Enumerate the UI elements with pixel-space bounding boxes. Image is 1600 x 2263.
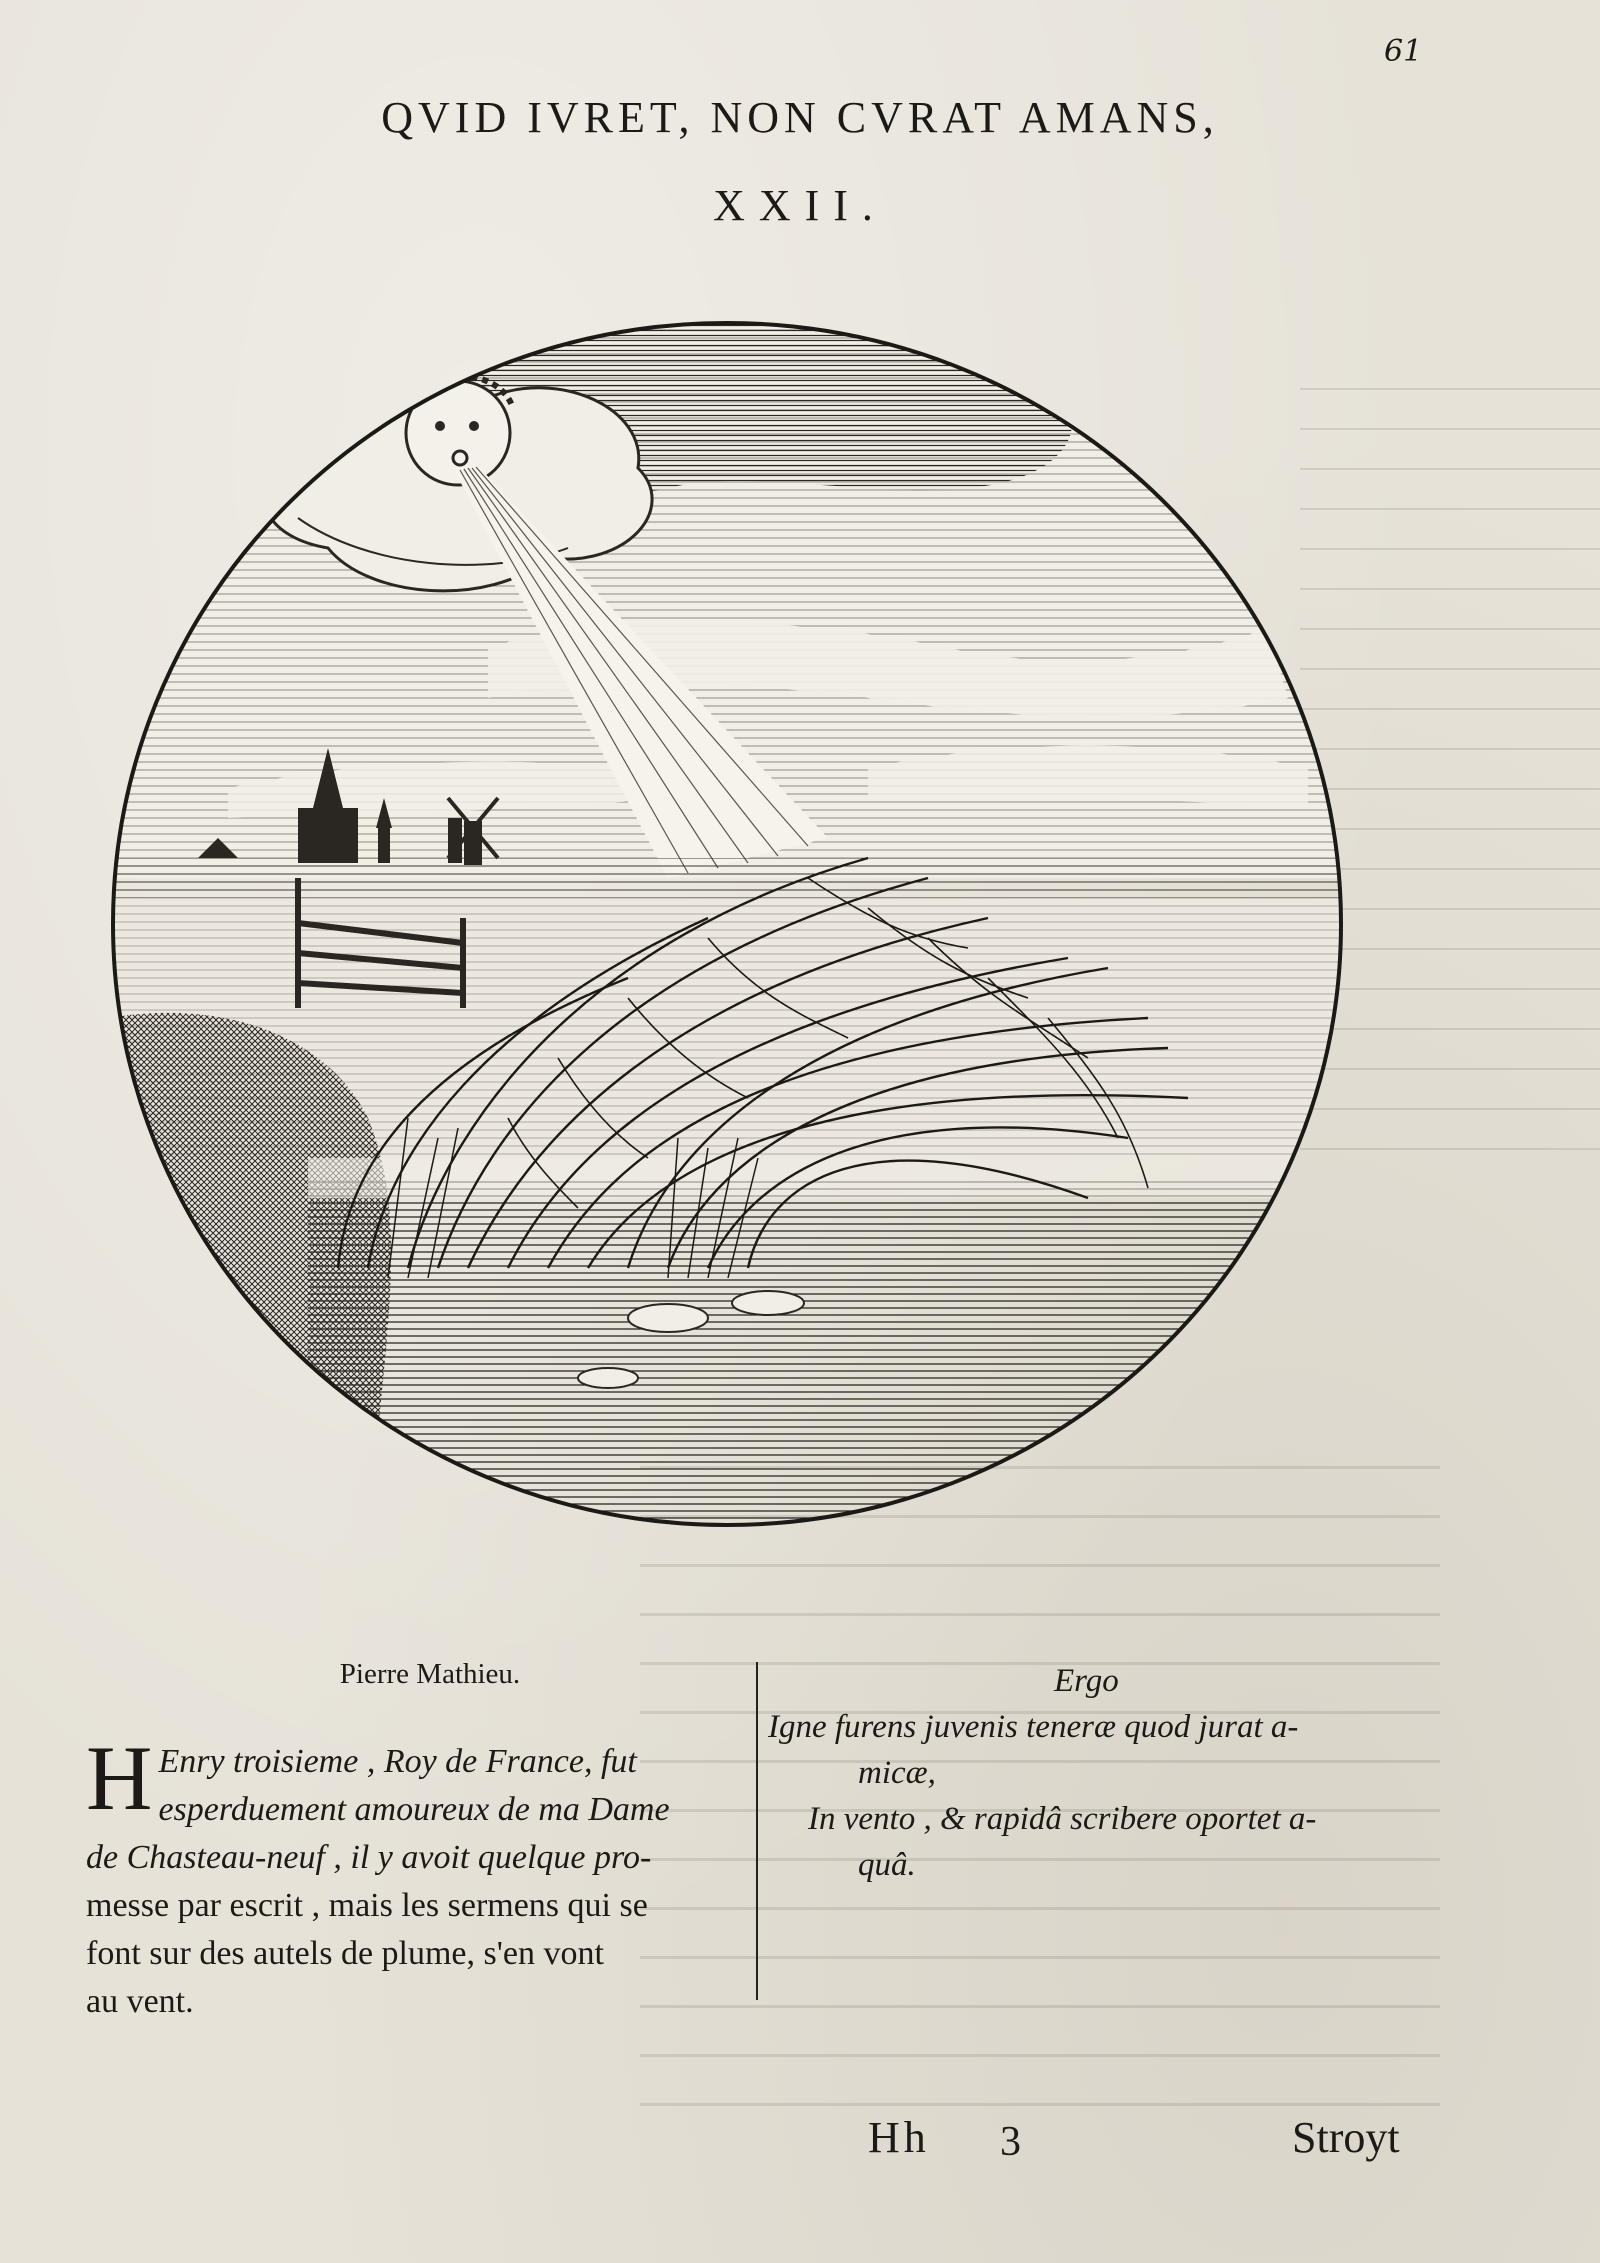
commentary-line: font sur des autels de plume, s'en vont <box>86 1935 604 1972</box>
verse-line: Igne furens juvenis teneræ quod jurat a- <box>768 1709 1299 1745</box>
latin-verse <box>768 1658 1468 1888</box>
verse-line: quâ. <box>858 1847 916 1883</box>
signature-number: 3 <box>1000 2119 1021 2165</box>
page-number: 61 <box>1384 34 1423 69</box>
commentary-line: esperduement amoureux de ma Dame <box>158 1791 670 1828</box>
commentary-line: au vent. <box>86 1983 194 2020</box>
catchword: Stroyt <box>1292 2113 1400 2162</box>
commentary-line: Enry troisieme , Roy de France, fut <box>158 1743 637 1780</box>
emblem-engraving <box>108 318 1346 1530</box>
column-divider <box>756 1662 758 2000</box>
commentary-line: de Chasteau-neuf , il y avoit quelque pro- <box>86 1839 652 1876</box>
emblem-number: XXII. <box>713 181 887 230</box>
verse-line: micæ, <box>858 1755 936 1791</box>
commentary-author: Pierre Mathieu. <box>339 1658 521 1690</box>
commentary-text <box>86 1727 744 2026</box>
verse-line: In vento , & rapidâ scribere oportet a- <box>808 1801 1317 1837</box>
verse-heading: Ergo <box>1054 1663 1119 1699</box>
drop-cap: H <box>86 1727 153 1829</box>
emblem-motto: QVID IVRET, NON CVRAT AMANS, <box>381 93 1219 142</box>
signature-mark: Hh <box>868 2113 930 2162</box>
commentary-line: messe par escrit , mais les sermens qui se <box>86 1887 648 1924</box>
